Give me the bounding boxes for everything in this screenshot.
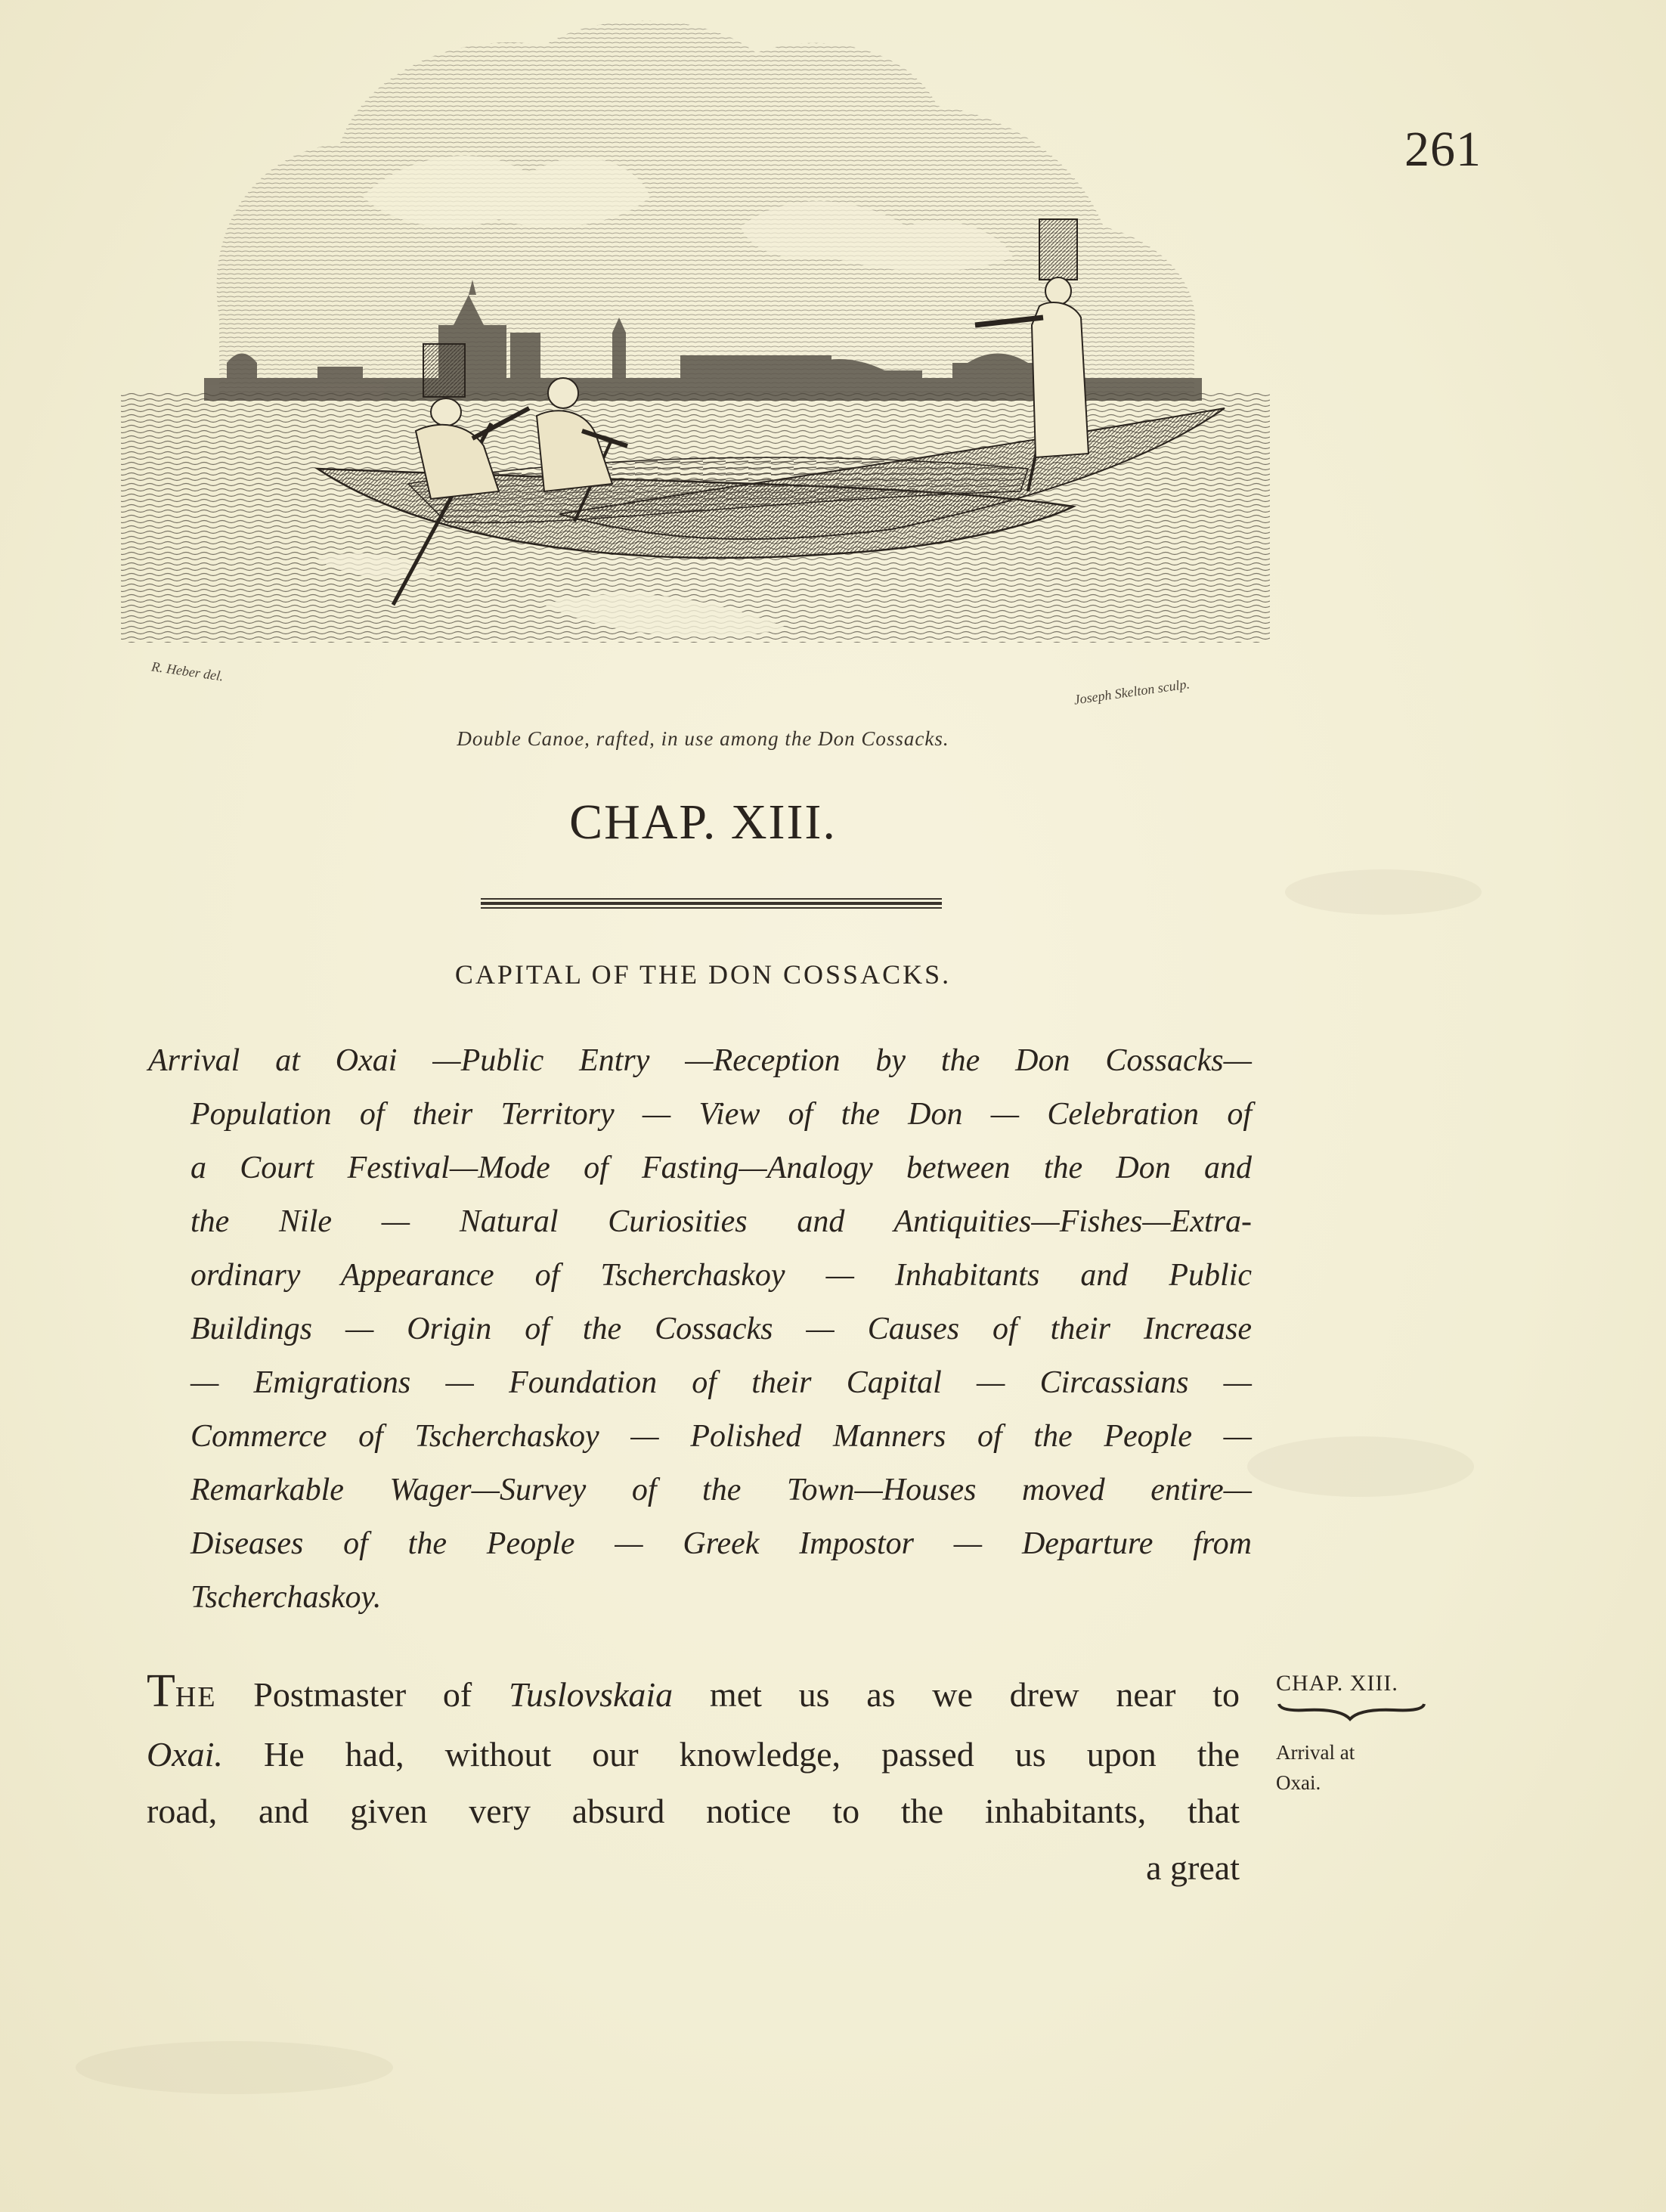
body-text-run: Postmaster of: [253, 1675, 472, 1714]
catchword: a great: [1146, 1848, 1240, 1887]
paper-stain: [1247, 1436, 1474, 1497]
chapter-title: CAPITAL OF THE DON COSSACKS.: [454, 959, 952, 990]
paper-stain: [1285, 869, 1482, 915]
engraving-picture: [91, 0, 1330, 726]
paper-stain: [76, 2041, 393, 2094]
summary-line: — Emigrations — Foundation of their Capital — Circassians —: [190, 1365, 1252, 1400]
summary-line: Arrival at Oxai —Public Entry —Reception by the Don Cossacks—: [148, 1043, 1252, 1078]
chapter-rule: [481, 898, 942, 909]
margin-subject: Arrival at: [1276, 1741, 1355, 1764]
margin-subject: Oxai.: [1276, 1771, 1321, 1794]
place-name: Tuslovskaia: [508, 1675, 674, 1714]
summary-line: Tscherchaskoy.: [190, 1580, 382, 1615]
summary-line: the Nile — Natural Curiosities and Antiquities—Fishes—Extra-: [190, 1204, 1252, 1239]
engraving-illustration: [91, 0, 1330, 726]
body-text-run: He had, without our knowledge, passed us upon the: [263, 1735, 1240, 1774]
body-line: [147, 1726, 1240, 1783]
summary-line: a Court Festival—Mode of Fasting—Analogy between the Don and: [190, 1151, 1252, 1185]
page-number: 261: [1404, 122, 1482, 177]
drop-cap: T: [147, 1665, 175, 1717]
summary-line: Buildings — Origin of the Cossacks — Causes of their Increase: [190, 1312, 1252, 1346]
body-line: road, and given very absurd notice to the inhabitants, that: [147, 1792, 1240, 1830]
summary-line: ordinary Appearance of Tscherchaskoy — Inhabitants and Public: [190, 1258, 1252, 1293]
chapter-summary: [148, 1034, 1252, 1625]
chapter-heading: CHAP. XIII.: [569, 795, 837, 850]
body-line: [147, 1663, 1240, 1726]
brace-ornament: [1276, 1699, 1427, 1722]
summary-line: Remarkable Wager—Survey of the Town—Houses moved entire—: [190, 1473, 1252, 1507]
summary-line: Commerce of Tscherchaskoy — Polished Manners of the People —: [190, 1419, 1252, 1454]
margin-chapter-label: CHAP. XIII.: [1276, 1671, 1398, 1696]
summary-line: Population of their Territory — View of the Don — Celebration of: [190, 1097, 1252, 1132]
engraver-credit: Joseph Skelton sculp.: [1073, 676, 1191, 708]
body-paragraph: [147, 1663, 1240, 1896]
body-text-run: met us as we drew near to: [709, 1675, 1240, 1714]
margin-note: [1276, 1671, 1435, 1798]
illustration-caption: Double Canoe, rafted, in use among the Don Cossacks.: [457, 727, 949, 750]
place-name: Oxai.: [147, 1735, 223, 1774]
summary-line: Diseases of the People — Greek Impostor — Departure from: [190, 1526, 1252, 1561]
artist-credit: R. Heber del.: [150, 658, 225, 684]
small-caps: HE: [175, 1681, 217, 1713]
